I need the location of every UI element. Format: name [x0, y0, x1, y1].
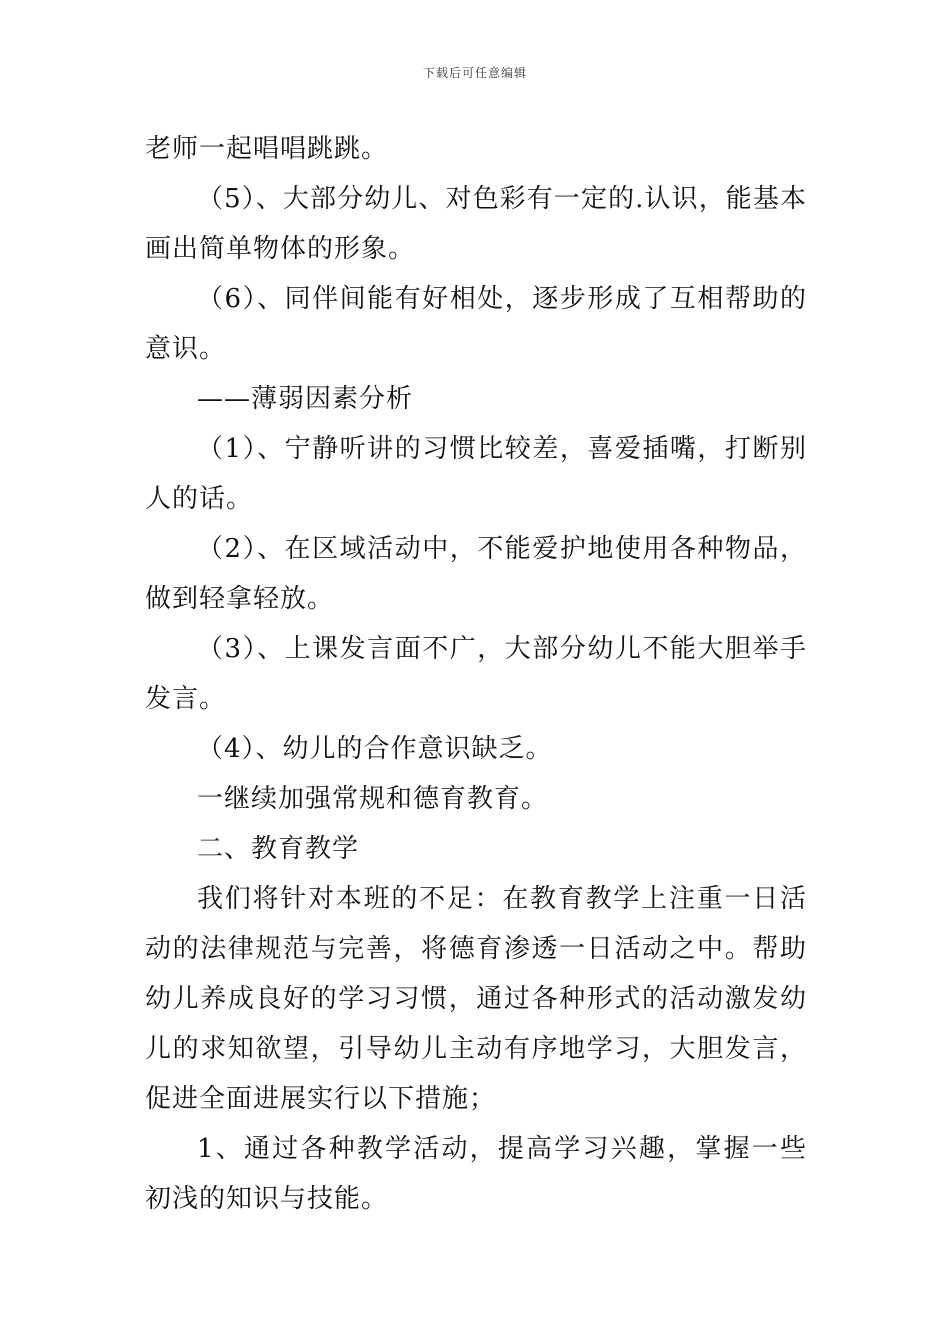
paragraph-continuation: 老师一起唱唱跳跳。 [145, 134, 389, 164]
paragraph-weakness-4: （4）、幼儿的合作意识缺乏。 [197, 734, 553, 764]
section-heading-education-teaching: 二、教育教学 [197, 834, 360, 864]
paragraph-item-6: （6）、同伴间能有好相处，逐步形成了互相帮助的意识。 [145, 284, 807, 364]
document-body [145, 124, 807, 1224]
paragraph-moral-education: 一继续加强常规和德育教育。 [197, 784, 549, 814]
paragraph-item-5: （5）、大部分幼儿、对色彩有一定的.认识，能基本画出简单物体的形象。 [145, 184, 807, 264]
paragraph-weakness-1: （1）、宁静听讲的习惯比较差，喜爱插嘴，打断别人的话。 [145, 434, 807, 514]
paragraph-weakness-2: （2）、在区域活动中，不能爱护地使用各种物品，做到轻拿轻放。 [145, 534, 807, 614]
paragraph-measure-1: 1、通过各种教学活动，提高学习兴趣，掌握一些初浅的知识与技能。 [145, 1134, 807, 1214]
paragraph-weakness-3: （3）、上课发言面不广，大部分幼儿不能大胆举手发言。 [145, 634, 807, 714]
page-header: 下载后可任意编辑 [422, 66, 527, 80]
section-heading-weakness-analysis: ——薄弱因素分析 [197, 384, 414, 414]
paragraph-education-measures: 我们将针对本班的不足：在教育教学上注重一日活动的法律规范与完善，将德育渗透一日活动之中。帮助幼儿养成良好的学习习惯，通过各种形式的活动激发幼儿的求知欲望，引导幼儿主动有序地学习，大胆发言，促进全面进展实行以下措施； [145, 884, 807, 1114]
